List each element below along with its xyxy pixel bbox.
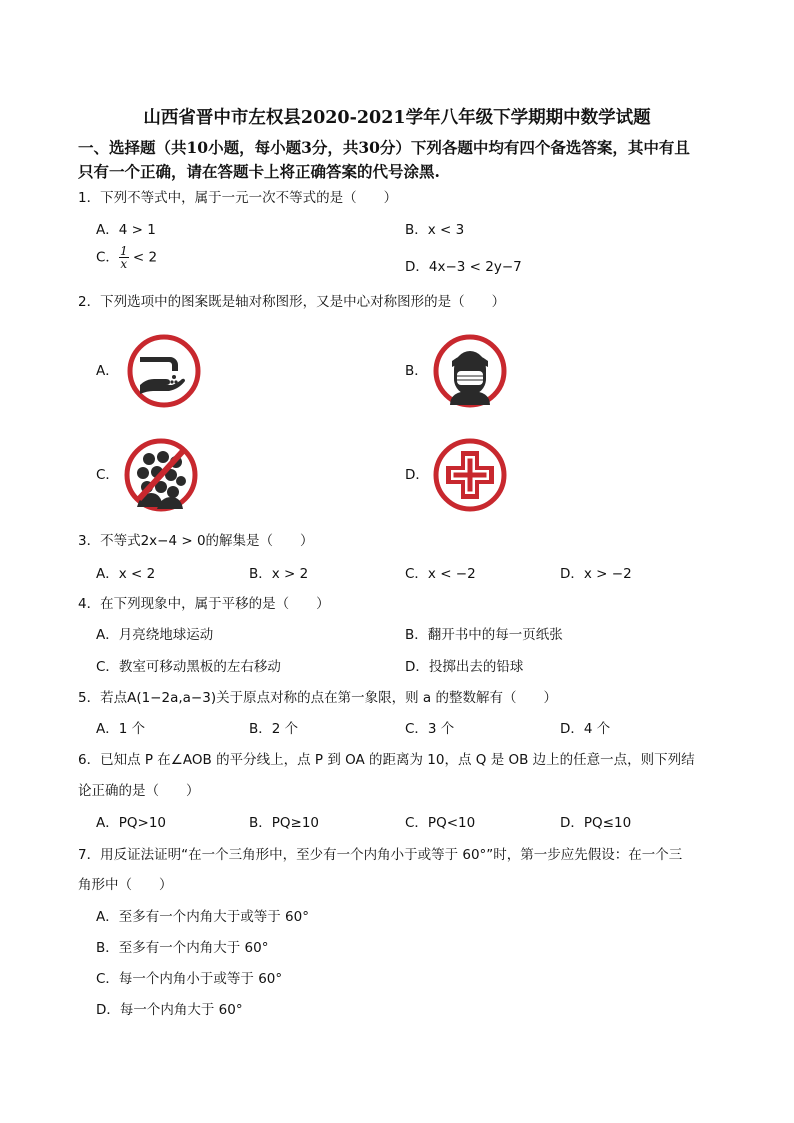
- question-6-option-c: C．PQ<10: [405, 815, 476, 831]
- section-heading-line1: 一、选择题（共10小题，每小题3分，共30分）下列各题中均有四个备选答案，其中有且: [78, 138, 690, 157]
- question-5-option-a: A．1 个: [96, 721, 146, 737]
- option-c-rest: < 2: [128, 249, 158, 266]
- hand-washing-icon: [126, 333, 202, 409]
- question-2-option-c: C．: [96, 467, 119, 483]
- question-3-stem: 3．不等式2x−4 > 0的解集是（ ）: [78, 533, 314, 549]
- question-7-option-a: A．至多有一个内角大于或等于 60°: [96, 909, 309, 925]
- question-3-option-b: B．x > 2: [249, 566, 309, 582]
- no-crowd-icon: [123, 437, 199, 513]
- face-mask-icon: [432, 333, 508, 409]
- question-6-option-a: A．PQ>10: [96, 815, 166, 831]
- question-3-option-c: C．x < −2: [405, 566, 476, 582]
- question-3-option-a: A．x < 2: [96, 566, 156, 582]
- question-4-option-b: B．翻开书中的每一页纸张: [405, 627, 563, 643]
- question-7-stem-line1: 7．用反证法证明“在一个三角形中，至少有一个内角小于或等于 60°”时，第一步应先假设：在一个三: [78, 847, 683, 863]
- question-7-option-d: D．每一个内角大于 60°: [96, 1002, 243, 1018]
- option-c-label: C．: [96, 249, 119, 266]
- question-3-option-d: D．x > −2: [560, 566, 632, 582]
- question-6-stem-line1: 6．已知点 P 在∠AOB 的平分线上，点 P 到 OA 的距离为 10，点 Q 是 OB 边上的任意一点，则下列结: [78, 752, 695, 768]
- question-4-option-c: C．教室可移动黑板的左右移动: [96, 659, 281, 675]
- question-4-stem: 4．在下列现象中，属于平移的是（ ）: [78, 596, 330, 612]
- question-1-option-a: A．4 > 1: [96, 222, 156, 238]
- fraction-denominator: x: [120, 257, 128, 271]
- question-2-option-d: D．: [405, 467, 429, 483]
- question-1-option-c: [96, 245, 157, 270]
- question-5-stem: 5．若点A(1−2a,a−3)关于原点对称的点在第一象限，则 a 的整数解有（ ）: [78, 690, 557, 706]
- fraction-numerator: 1: [119, 244, 128, 258]
- fraction-one-over-x: [119, 245, 129, 270]
- question-6-option-d: D．PQ≤10: [560, 815, 632, 831]
- question-2-option-a: A．: [96, 363, 119, 379]
- question-6-stem-line2: 论正确的是（ ）: [78, 783, 200, 799]
- page-title: 山西省晋中市左权县2020-2021学年八年级下学期期中数学试题: [143, 108, 651, 128]
- section-heading: [78, 136, 728, 184]
- question-1-option-d: D．4x−3 < 2y−7: [405, 259, 522, 275]
- question-4-option-d: D．投掷出去的铅球: [405, 659, 524, 675]
- medical-cross-icon: [432, 437, 508, 513]
- question-7-option-b: B．至多有一个内角大于 60°: [96, 940, 269, 956]
- question-5-option-b: B．2 个: [249, 721, 299, 737]
- section-heading-line2: 只有一个正确，请在答题卡上将正确答案的代号涂黑.: [78, 162, 440, 181]
- question-6-option-b: B．PQ≥10: [249, 815, 320, 831]
- question-5-option-d: D．4 个: [560, 721, 611, 737]
- question-1-option-b: B．x < 3: [405, 222, 465, 238]
- question-7-option-c: C．每一个内角小于或等于 60°: [96, 971, 283, 987]
- question-1-stem: 1．下列不等式中，属于一元一次不等式的是（ ）: [78, 190, 398, 206]
- question-4-option-a: A．月亮绕地球运动: [96, 627, 214, 643]
- question-5-option-c: C．3 个: [405, 721, 455, 737]
- question-7-stem-line2: 角形中（ ）: [78, 877, 173, 893]
- question-2-option-b: B．: [405, 363, 428, 379]
- question-2-stem: 2．下列选项中的图案既是轴对称图形，又是中心对称图形的是（ ）: [78, 294, 506, 310]
